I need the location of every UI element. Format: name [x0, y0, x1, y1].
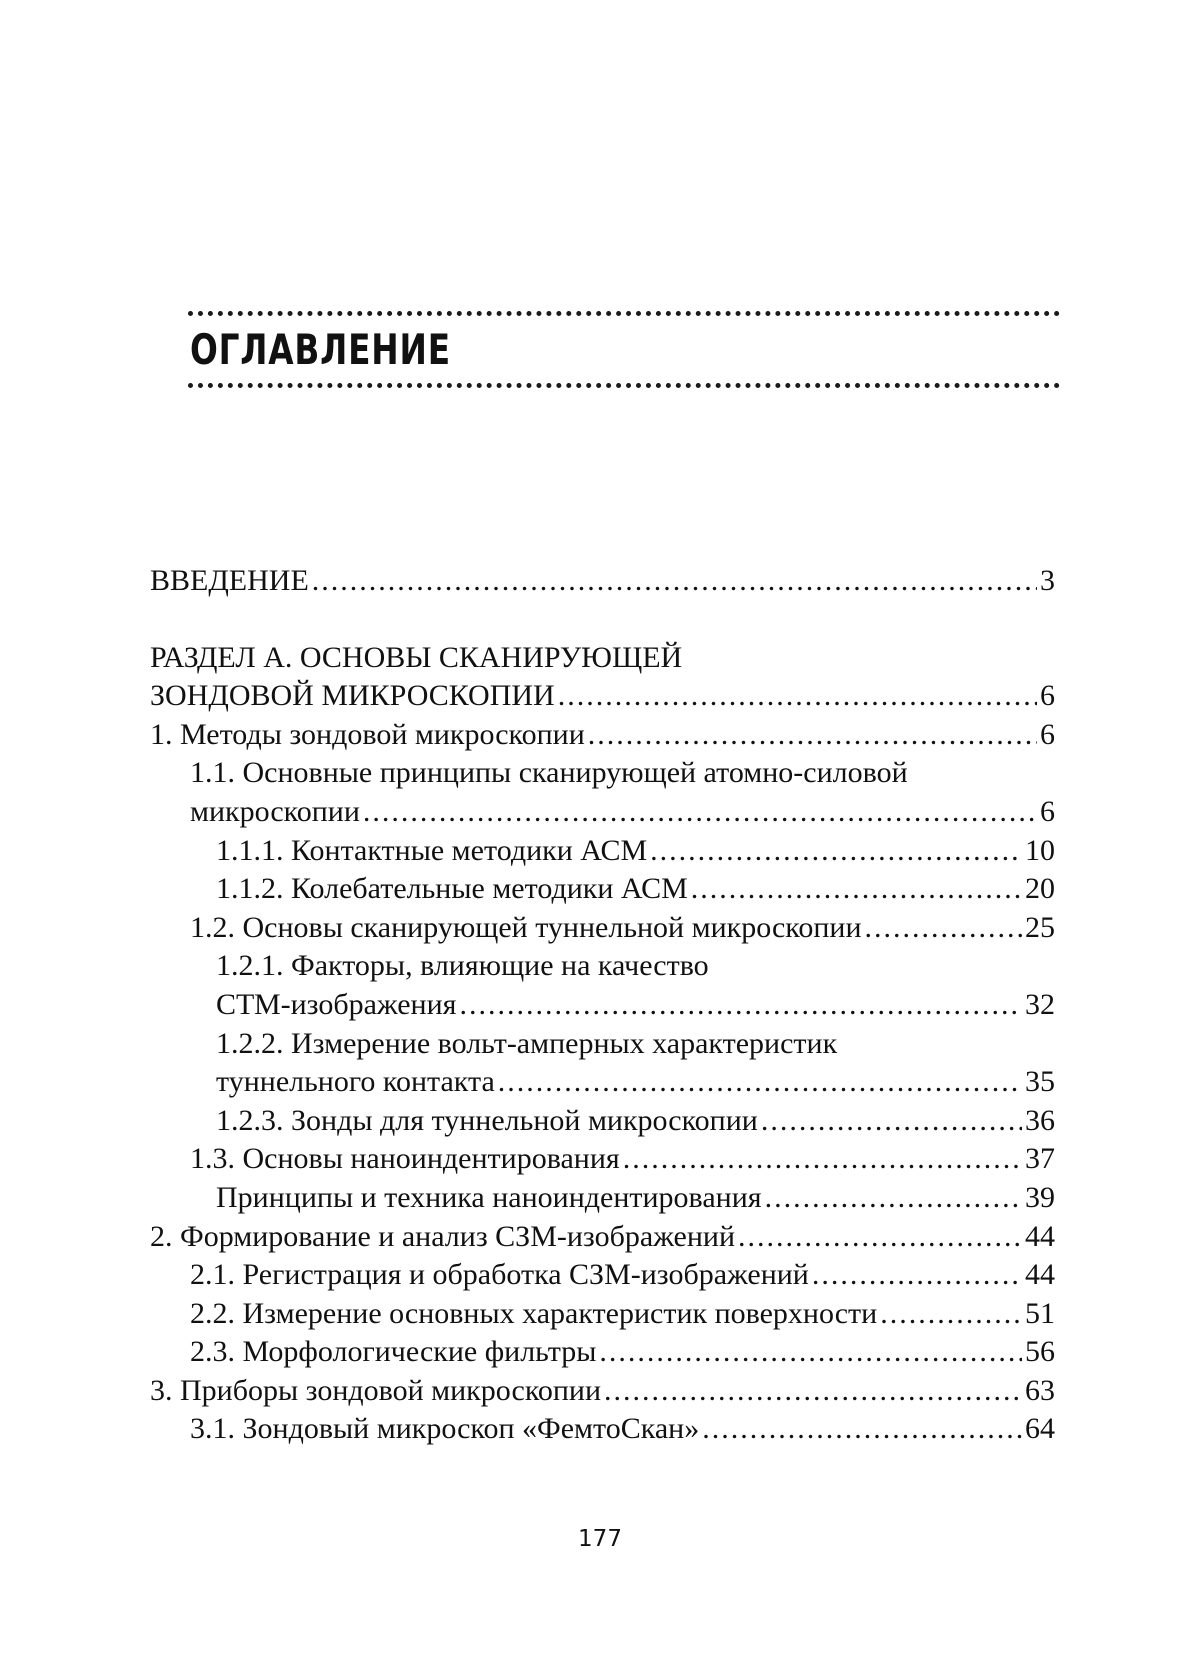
toc-entry-1-2-1[interactable]	[150, 947, 1055, 1024]
toc-entry-page: 32	[1025, 987, 1055, 1021]
dot-leader	[761, 1102, 1022, 1141]
dot-leader	[650, 832, 1022, 871]
toc-entry-title: ВВЕДЕНИЕ	[150, 564, 309, 597]
toc-entry-title: 1.3. Основы наноиндентирования	[190, 1142, 620, 1176]
toc-entry-title-first-line: РАЗДЕЛ А. ОСНОВЫ СКАНИРУЮЩЕЙ	[150, 640, 683, 674]
table-of-contents	[150, 562, 1055, 1449]
toc-entry-title: СТМ-изображения	[216, 987, 457, 1021]
toc-entry-title: 1.1.1. Контактные методики АСМ	[216, 833, 648, 867]
dot-leader	[880, 1295, 1022, 1334]
toc-heading: ОГЛАВЛЕНИЕ	[190, 325, 451, 374]
toc-entry-nanoindentation-principles[interactable]	[150, 1179, 1055, 1218]
toc-entry-section-a[interactable]	[150, 639, 1055, 716]
dot-leader	[702, 1410, 1022, 1449]
heading-top-dotted-rule	[188, 311, 1060, 316]
dot-leader	[599, 1333, 1022, 1372]
heading-bottom-dotted-rule	[188, 383, 1060, 388]
toc-entry-page: 35	[1025, 1065, 1055, 1099]
toc-entry-page: 44	[1025, 1258, 1055, 1292]
toc-entry-page: 51	[1025, 1296, 1055, 1330]
toc-entry-1-2[interactable]	[150, 909, 1055, 948]
dot-leader	[623, 1140, 1022, 1179]
toc-entry-title: 1.1.2. Колебательные методики АСМ	[216, 872, 688, 906]
dot-leader	[691, 870, 1022, 909]
dot-leader	[498, 1063, 1022, 1102]
dot-leader	[558, 677, 1037, 716]
toc-entry-page: 64	[1025, 1412, 1055, 1446]
toc-entry-title: Принципы и техника наноиндентирования	[216, 1180, 762, 1214]
toc-entry-page: 25	[1025, 910, 1055, 944]
toc-entry-title: ЗОНДОВОЙ МИКРОСКОПИИ	[150, 679, 555, 713]
dot-leader	[812, 1256, 1022, 1295]
toc-entry-page: 3	[1040, 564, 1055, 597]
dot-leader	[604, 1372, 1022, 1411]
dot-leader	[312, 562, 1037, 601]
dot-leader	[363, 793, 1037, 832]
toc-entry-page: 6	[1040, 794, 1055, 828]
toc-entry-title: 3.1. Зондовый микроскоп «ФемтоСкан»	[190, 1412, 700, 1446]
toc-entry-1-1[interactable]	[150, 754, 1055, 831]
toc-entry-page: 37	[1025, 1142, 1055, 1176]
toc-entry-title: туннельного контакта	[216, 1065, 495, 1099]
toc-entry-title-first-line: 1.1. Основные принципы сканирующей атомно-силовой	[190, 756, 908, 790]
toc-entry-1-1-1[interactable]	[150, 832, 1055, 871]
toc-entry-page: 20	[1025, 872, 1055, 906]
toc-entry-page: 56	[1025, 1335, 1055, 1369]
dot-leader	[459, 986, 1022, 1025]
toc-entry-1-2-3[interactable]	[150, 1102, 1055, 1141]
dot-leader	[738, 1218, 1022, 1257]
toc-entry-1-2-2[interactable]	[150, 1025, 1055, 1102]
page-number: 177	[578, 1526, 622, 1552]
toc-entry-title-first-line: 1.2.2. Измерение вольт-амперных характеристик	[216, 1026, 838, 1060]
toc-entry-title: 2. Формирование и анализ СЗМ-изображений	[150, 1219, 735, 1253]
toc-entry-title: 3. Приборы зондовой микроскопии	[150, 1373, 602, 1407]
toc-entry-page: 63	[1025, 1373, 1055, 1407]
toc-entry-chapter-1[interactable]	[150, 716, 1055, 755]
toc-entry-title: 2.1. Регистрация и обработка СЗМ-изображений	[190, 1258, 809, 1292]
toc-entry-title: 1.2. Основы сканирующей туннельной микроскопии	[190, 910, 862, 944]
toc-entry-page: 44	[1025, 1219, 1055, 1253]
toc-entry-page: 10	[1025, 833, 1055, 867]
toc-entry-2-1[interactable]	[150, 1256, 1055, 1295]
toc-entry-introduction[interactable]	[150, 562, 1055, 601]
toc-entry-title-first-line: 1.2.1. Факторы, влияющие на качество	[216, 949, 709, 983]
dot-leader	[588, 716, 1037, 755]
toc-entry-title: 2.3. Морфологические фильтры	[190, 1335, 597, 1369]
toc-entry-1-1-2[interactable]	[150, 870, 1055, 909]
toc-entry-page: 39	[1025, 1180, 1055, 1214]
toc-entry-1-3[interactable]	[150, 1140, 1055, 1179]
toc-entry-page: 36	[1025, 1103, 1055, 1137]
dot-leader	[765, 1179, 1022, 1218]
toc-entry-2-2[interactable]	[150, 1295, 1055, 1334]
toc-entry-title: 1. Методы зондовой микроскопии	[150, 717, 585, 751]
toc-entry-title: микроскопии	[190, 794, 360, 828]
dot-leader	[865, 909, 1023, 948]
toc-entry-3-1[interactable]	[150, 1410, 1055, 1449]
toc-entry-chapter-3[interactable]	[150, 1372, 1055, 1411]
toc-entry-page: 6	[1040, 679, 1055, 713]
toc-entry-page: 6	[1040, 717, 1055, 751]
toc-entry-title: 2.2. Измерение основных характеристик поверхности	[190, 1296, 878, 1330]
toc-entry-2-3[interactable]	[150, 1333, 1055, 1372]
toc-entry-chapter-2[interactable]	[150, 1218, 1055, 1257]
toc-entry-title: 1.2.3. Зонды для туннельной микроскопии	[216, 1103, 758, 1137]
